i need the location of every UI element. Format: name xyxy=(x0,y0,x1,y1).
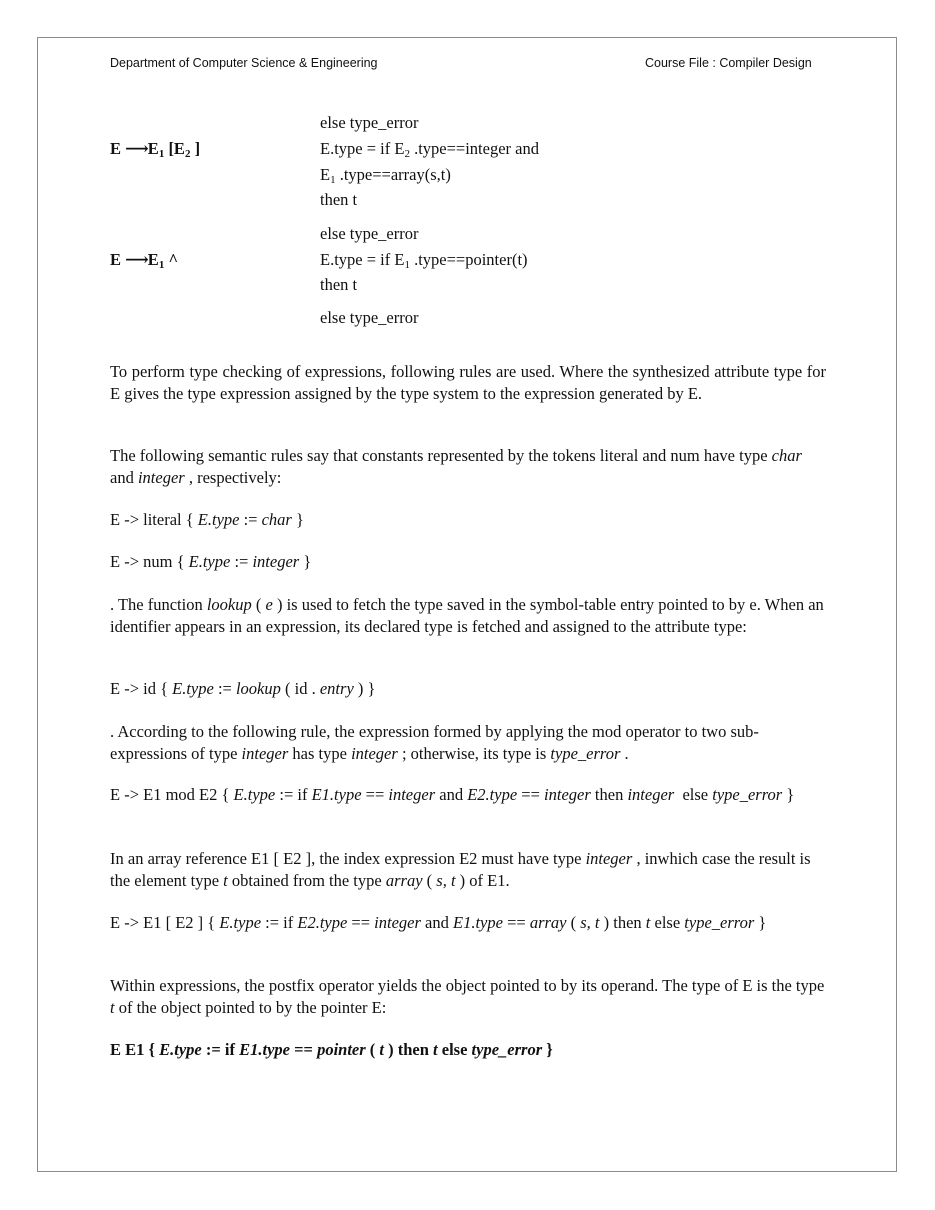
rule-mod: E -> E1 mod E2 { E.type := if E1.type == integer and E2.type == integer then integer else type_error } xyxy=(110,785,795,804)
rule1-line1: E.type = if $E_2$ .type==integer and xyxy=(320,139,539,160)
rule2-then: then t xyxy=(320,275,358,294)
paragraph-intro: To perform type checking of expressions, following rules are used. Where the synthesized attribute type for E gives the type expression assigned by the type system to the expression generated by E. xyxy=(110,362,826,403)
rule2-production: E $⟶E_1$ ^ xyxy=(110,250,179,271)
rule-num: E -> num { E.type := integer } xyxy=(110,552,312,571)
rule-pointer: E E1 { E.type := if E1.type == pointer ( t ) then t else type_error } xyxy=(110,1040,553,1059)
rule-literal: E -> literal { E.type := char } xyxy=(110,510,304,529)
rule1-line2: $E_1$ .type==array(s,t) xyxy=(320,165,451,186)
rule1-else: else type_error xyxy=(320,224,419,243)
rule1-production: E $⟶E_1$ [$E_2$ ] xyxy=(110,139,201,160)
header-course: Course File : Compiler Design xyxy=(645,56,812,70)
paragraph-constants: The following semantic rules say that constants represented by the tokens literal and num have type char and integer , respectively: xyxy=(110,446,802,487)
rule2-line1: E.type = if $E_1$ .type==pointer(t) xyxy=(320,250,528,271)
rule-array: E -> E1 [ E2 ] { E.type := if E2.type == integer and E1.type == array ( s, t ) then t else type_error } xyxy=(110,913,767,932)
header-department: Department of Computer Science & Engineering xyxy=(110,56,378,70)
paragraph-mod: . According to the following rule, the expression formed by applying the mod operator to two sub-expressions of type integer has type integer ; otherwise, its type is type_error . xyxy=(110,722,759,763)
rule2-else: else type_error xyxy=(320,308,419,327)
paragraph-array: In an array reference E1 [ E2 ], the index expression E2 must have type integer , inwhich case the result is the element type t obtained from the type array ( s, t ) of E1. xyxy=(110,849,811,890)
paragraph-lookup: . The function lookup ( e ) is used to fetch the type saved in the symbol-table entry pointed to by e. When an identifier appears in an expression, its declared type is fetched and assigned to the attribute type: xyxy=(110,595,824,636)
rule0-else: else type_error xyxy=(320,113,419,132)
rule1-then: then t xyxy=(320,190,358,209)
rule-id: E -> id { E.type := lookup ( id . entry ) } xyxy=(110,679,376,698)
paragraph-pointer: Within expressions, the postfix operator yields the object pointed to by its operand. The type of E is the type t of the object pointed to by the pointer E: xyxy=(110,976,825,1017)
